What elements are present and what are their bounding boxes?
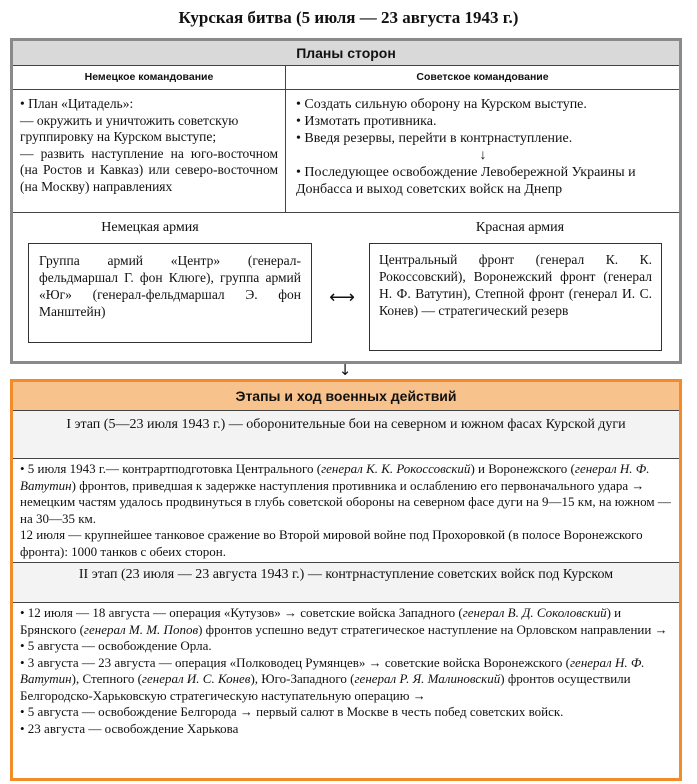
red-army-box bbox=[369, 243, 662, 351]
stage1-item bbox=[20, 461, 672, 527]
stage1-item: 12 июля — крупнейшее танковое сражение во Второй мировой войне под Прохоровкой (в полосе Воронежского фронта): 1000 танков с обеих сторон. bbox=[20, 527, 643, 559]
commander: генерал Н. Ф. Ватутин bbox=[20, 461, 650, 493]
commander: генерал Н. Ф. Ватутин bbox=[20, 654, 645, 686]
german-plan bbox=[20, 96, 278, 195]
stage1-body bbox=[20, 461, 672, 560]
divider bbox=[13, 65, 679, 66]
plans-header: Планы сторон bbox=[13, 41, 679, 65]
red-army-text: Центральный фронт (генерал К. К. Рокоссовский), Воронежский фронт (генерал Н. Ф. Ватутин), Степной фронт (генерал И. С. Конев) — стратегический резерв bbox=[379, 252, 652, 318]
soviet-plan-line: • Создать сильную оборону на Курском выступе. bbox=[296, 97, 587, 112]
divider bbox=[13, 212, 679, 213]
german-plan-line: — развить наступление на юго-восточном (на Ростов и Кавказ) или северо-восточном (на Москву) направлениях bbox=[20, 145, 278, 194]
divider bbox=[13, 89, 679, 90]
stage2-item: • 5 августа — освобождение Белгорода → первый салют в Москве в честь побед советских войск. bbox=[20, 704, 564, 719]
german-plan-line: группировку на Курском выступе; bbox=[20, 129, 217, 144]
stage2-item bbox=[20, 605, 672, 638]
german-plan-line: — окружить и уничтожить советскую bbox=[20, 112, 239, 128]
german-command-label: Немецкое командование bbox=[84, 71, 214, 83]
text: ) фронтов, приведшая к задержке наступления противника и ослаблению его первоначального удара → немецким частям удалось продвинуться в глубь советской обороны на северном фасе дуги на 9—15 км, на южном — на 30—35 км. bbox=[20, 477, 671, 526]
commander: генерал И. С. Конев bbox=[141, 671, 251, 686]
german-army-label: Немецкая армия bbox=[101, 220, 199, 235]
soviet-plan-line: • Введя резервы, перейти в контрнаступление. bbox=[296, 131, 573, 146]
commander: генерал В. Д. Соколовский bbox=[462, 605, 607, 620]
stage2-body bbox=[20, 605, 672, 737]
soviet-plan bbox=[296, 96, 670, 198]
soviet-plan-line: • Измотать противника. bbox=[296, 114, 437, 129]
german-army-text: Группа армий «Центр» (генерал-фельдмаршал Г. фон Клюге), группа армий «Юг» (генерал-фельдмаршал Э. фон Манштейн) bbox=[39, 253, 301, 319]
text: • 12 июля — 18 августа — операция «Кутузов» → советские войска Западного ( bbox=[20, 605, 463, 620]
divider bbox=[13, 410, 679, 411]
divider bbox=[13, 458, 679, 459]
commander: генерал М. М. Попов bbox=[83, 621, 199, 637]
text: ) и Брянского ( bbox=[20, 605, 622, 637]
stage2-title: II этап (23 июля — 23 августа 1943 г.) — контрнаступление советских войск под Курском bbox=[78, 567, 614, 582]
text: ) фронтов осуществили Белгородско-Харьковскую стратегическую наступательную операцию → bbox=[20, 671, 631, 703]
text: • 5 июля 1943 г.— контрартподготовка Центрального ( bbox=[20, 461, 322, 476]
divider bbox=[13, 562, 679, 563]
german-plan-line: • План «Цитадель»: bbox=[20, 96, 134, 111]
soviet-plan-arrow: ↓ bbox=[479, 148, 487, 163]
down-arrow-icon: ↓ bbox=[338, 361, 352, 379]
red-army-label: Красная армия bbox=[475, 220, 565, 235]
double-arrow-icon: ⟷ bbox=[329, 287, 355, 308]
stage1-title: I этап (5—23 июля 1943 г.) — оборонительные бои на северном и южном фасах Курской дуги bbox=[66, 417, 626, 432]
page-title: Курская битва (5 июля — 23 августа 1943 г.) bbox=[178, 8, 519, 27]
commander: генерал К. К. Рокоссовский bbox=[321, 461, 471, 476]
commander: генерал Р. Я. Малиновский bbox=[354, 671, 501, 686]
divider bbox=[13, 602, 679, 603]
stages-header: Этапы и ход военных действий bbox=[13, 382, 679, 410]
text: ) и Воронежского ( bbox=[470, 461, 575, 476]
soviet-command-label: Советское командование bbox=[416, 71, 549, 83]
text: • 3 августа — 23 августа — операция «Полководец Румянцев» → советские войска Воронежского ( bbox=[20, 654, 570, 670]
soviet-plan-line: • Последующее освобождение Левобережной Украины и Донбасса и выход советских войск на Днепр bbox=[296, 165, 636, 197]
stage2-item: • 5 августа — освобождение Орла. bbox=[20, 638, 212, 653]
column-divider bbox=[285, 65, 286, 212]
stage2-item bbox=[20, 655, 672, 705]
german-army-box bbox=[28, 243, 312, 343]
text: ), Степного ( bbox=[71, 671, 142, 686]
text: ), Юго-Западного ( bbox=[250, 671, 355, 686]
stage2-item: • 23 августа — освобождение Харькова bbox=[20, 720, 239, 736]
text: ) фронтов успешно ведут стратегическое наступление на Орловском направлении → bbox=[198, 621, 668, 637]
